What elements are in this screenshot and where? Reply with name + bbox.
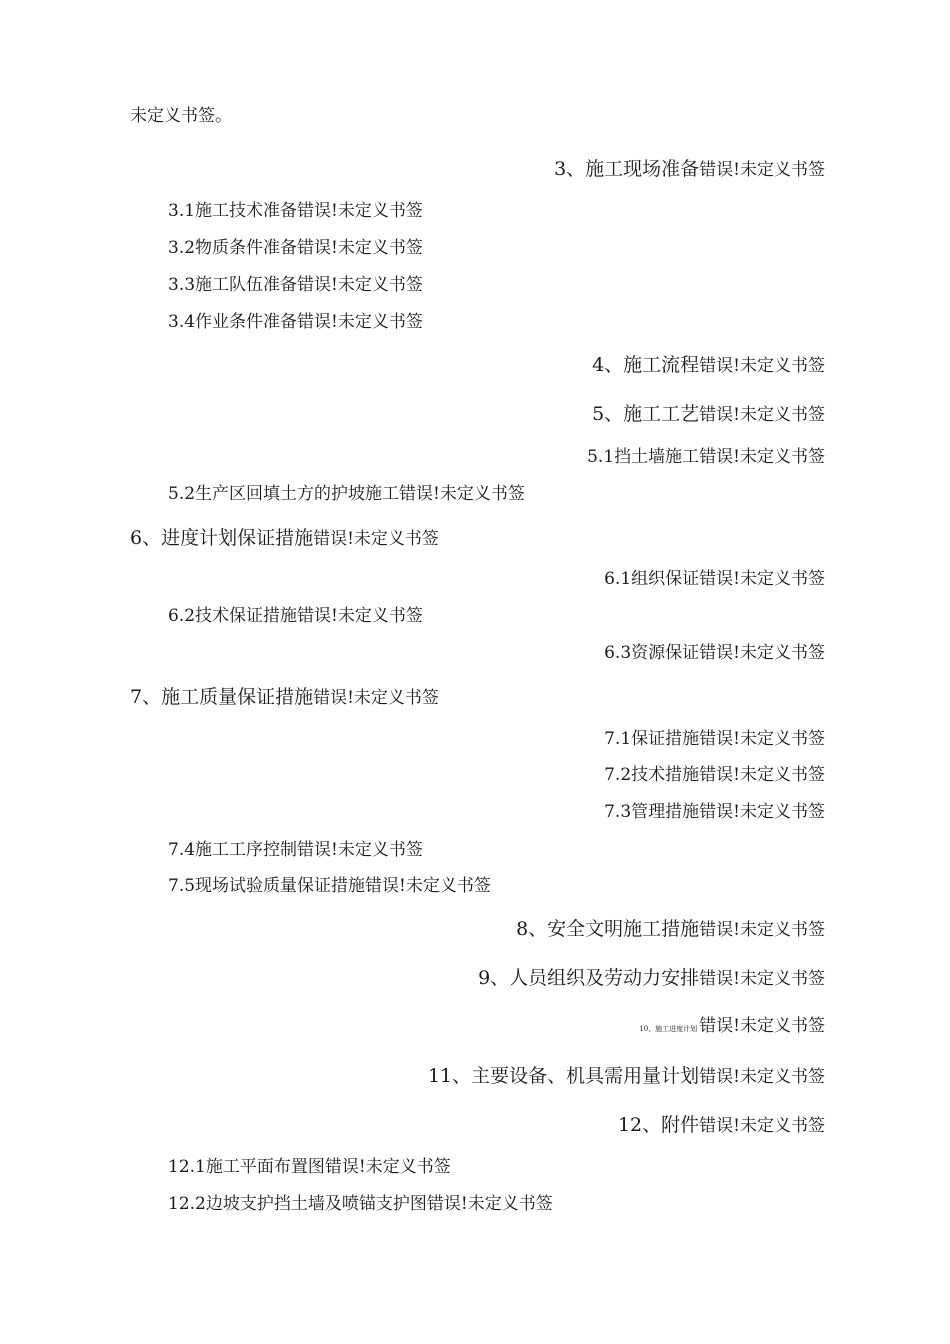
toc-entry-s7-3[interactable] <box>604 804 825 821</box>
toc-entry-title: 3.2物质条件准备 <box>168 238 298 258</box>
toc-entry-title: 12、附件 <box>617 1114 700 1136</box>
toc-entry-title: 11、主要设备、机具需用量计划 <box>427 1065 700 1087</box>
toc-entry-title: 7.4施工工序控制 <box>168 840 298 860</box>
toc-entry-s12[interactable] <box>618 1116 825 1135</box>
toc-entry-s3[interactable] <box>554 160 825 179</box>
toc-entry-title: 9、人员组织及劳动力安排 <box>478 967 700 989</box>
toc-entry-error: 错误!未定义书签 <box>699 1116 825 1136</box>
toc-entry-s6-3[interactable] <box>604 645 825 662</box>
toc-entry-s3-4[interactable] <box>168 314 423 331</box>
toc-entry-s3-2[interactable] <box>168 240 423 257</box>
toc-entry-s6-1[interactable] <box>604 571 825 588</box>
toc-entry-error: 错误!未定义书签 <box>313 529 439 549</box>
toc-entry-s3-3[interactable] <box>168 277 423 294</box>
toc-entry-error: 错误!未定义书签 <box>313 688 439 708</box>
toc-entry-title: 3.1施工技术准备 <box>168 201 298 221</box>
toc-entry-s3-1[interactable] <box>168 203 423 220</box>
toc-intro-text: 未定义书签。 <box>130 106 232 126</box>
toc-entry-error: 错误!未定义书签 <box>699 356 825 376</box>
toc-entry-error: 错误!未定义书签 <box>399 484 525 504</box>
toc-entry-title: 3、施工现场准备 <box>554 158 700 180</box>
toc-entry-error: 错误!未定义书签 <box>426 1194 553 1214</box>
toc-entry-error: 错误!未定义书签 <box>699 569 825 589</box>
toc-entry-title: 7.3管理措施 <box>604 802 700 822</box>
toc-entry-error: 错误!未定义书签 <box>699 765 825 785</box>
toc-entry-s12-2[interactable] <box>168 1196 553 1213</box>
toc-entry-error: 错误!未定义书签 <box>297 840 423 860</box>
toc-entry-title: 7.5现场试验质量保证措施 <box>168 876 366 896</box>
toc-entry-error: 错误!未定义书签 <box>297 275 423 295</box>
toc-entry-s11[interactable] <box>428 1067 825 1086</box>
toc-entry-title: 3.4作业条件准备 <box>168 312 298 332</box>
toc-entry-s5-1[interactable] <box>587 449 825 466</box>
toc-entry-error: 错误!未定义书签 <box>699 160 825 180</box>
toc-entry-error: 错误!未定义书签 <box>699 729 825 749</box>
toc-entry-title: 6.3资源保证 <box>604 643 700 663</box>
toc-entry-title: 10、施工进度计划 <box>639 1025 698 1033</box>
toc-entry-title: 6.2技术保证措施 <box>168 606 298 626</box>
toc-entry-s7-5[interactable] <box>168 878 491 895</box>
toc-entry-title: 5.2生产区回填土方的护坡施工 <box>168 484 400 504</box>
toc-entry-s8[interactable] <box>516 920 825 939</box>
toc-entry-s7[interactable] <box>130 688 439 707</box>
toc-entry-s7-2[interactable] <box>604 767 825 784</box>
toc-entry-error: 错误!未定义书签 <box>699 802 825 822</box>
toc-entry-s5-2[interactable] <box>168 486 525 503</box>
toc-entry-error: 错误!未定义书签 <box>699 920 825 940</box>
toc-entry-title: 7.2技术措施 <box>604 765 700 785</box>
toc-entry-title: 4、施工流程 <box>592 354 700 376</box>
toc-entry-error: 错误!未定义书签 <box>365 876 491 896</box>
toc-entry-s9[interactable] <box>478 969 825 988</box>
toc-entry-s4[interactable] <box>592 356 825 375</box>
toc-entry-s7-4[interactable] <box>168 842 423 859</box>
toc-entry-title: 6.1组织保证 <box>604 569 700 589</box>
toc-entry-s6[interactable] <box>130 529 439 548</box>
toc-entry-s10[interactable] <box>639 1018 825 1035</box>
toc-entry-title: 5、施工工艺 <box>592 403 700 425</box>
toc-entry-error: 错误!未定义书签 <box>297 606 423 626</box>
toc-entry-s12-1[interactable] <box>168 1159 451 1176</box>
toc-entry-s5[interactable] <box>592 405 825 424</box>
toc-entry-error: 错误!未定义书签 <box>297 238 423 258</box>
toc-entry-error: 错误!未定义书签 <box>699 643 825 663</box>
toc-entry-title: 5.1挡土墙施工 <box>587 447 700 467</box>
toc-entry-error: 错误!未定义书签 <box>699 447 825 467</box>
toc-entry-title: 12.1施工平面布置图 <box>168 1157 325 1177</box>
toc-entry-error: 错误!未定义书签 <box>699 405 825 425</box>
toc-entry-error: 错误!未定义书签 <box>699 969 825 989</box>
toc-entry-error: 错误!未定义书签 <box>324 1157 451 1177</box>
toc-entry-title: 7、施工质量保证措施 <box>130 686 314 708</box>
toc-entry-error: 错误!未定义书签 <box>699 1016 825 1036</box>
toc-entry-s6-2[interactable] <box>168 608 423 625</box>
toc-entry-title: 12.2边坡支护挡土墙及喷锚支护图 <box>168 1194 427 1214</box>
toc-entry-s7-1[interactable] <box>604 731 825 748</box>
toc-entry-error: 错误!未定义书签 <box>297 201 423 221</box>
toc-entry-error: 错误!未定义书签 <box>297 312 423 332</box>
toc-entry-error: 错误!未定义书签 <box>699 1067 825 1087</box>
toc-entry-title: 6、进度计划保证措施 <box>130 527 314 549</box>
toc-entry-title: 8、安全文明施工措施 <box>516 918 700 940</box>
toc-entry-title: 7.1保证措施 <box>604 729 700 749</box>
toc-entry-title: 3.3施工队伍准备 <box>168 275 298 295</box>
